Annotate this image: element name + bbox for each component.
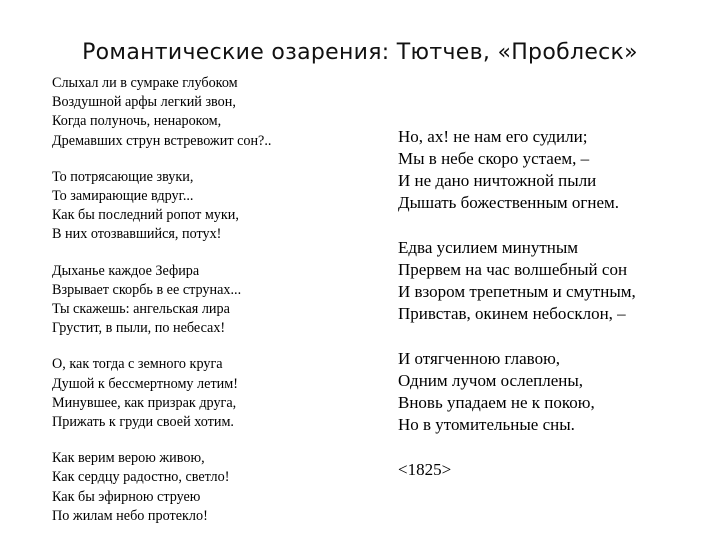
verse-line: То потрясающие звуки, [52, 168, 194, 185]
poem-right-column [398, 126, 698, 481]
verse-line: Дышать божественным огнем. [398, 193, 620, 212]
verse-line: Воздушной арфы легкий звон, [52, 94, 236, 111]
verse-line: Душой к бессмертному летим! [52, 375, 238, 392]
poem-date: <1825> [398, 460, 452, 479]
verse-line: По жилам небо протекло! [52, 507, 208, 524]
verse-line: Привстав, окинем небосклон, – [398, 304, 626, 323]
verse-line: Слыхал ли в сумраке глубоком [52, 75, 238, 91]
stanza-8 [398, 348, 698, 436]
verse-line: И взором трепетным и смутным, [398, 282, 636, 301]
stanza-6 [398, 126, 698, 214]
verse-line: То замирающие вдруг... [52, 188, 194, 205]
slide-title: Романтические озарения: Тютчев, «Проблеск» [82, 40, 638, 65]
verse-line: Одним лучом ослеплены, [398, 371, 584, 390]
verse-line: В них отозвавшийся, потух! [52, 226, 222, 243]
verse-line: И отягченною главою, [398, 349, 561, 368]
stanza-3 [52, 262, 352, 339]
stanza-5 [52, 449, 352, 526]
verse-line: Прервем на час волшебный сон [398, 260, 628, 279]
verse-line: Минувшее, как призрак друга, [52, 394, 237, 411]
stanza-4 [52, 355, 352, 432]
verse-line: Вновь упадаем не к покою, [398, 393, 595, 412]
verse-line: Но в утомительные сны. [398, 415, 575, 434]
verse-line: Когда полуночь, ненароком, [52, 113, 222, 130]
verse-line: Как бы эфирною струею [52, 488, 201, 505]
verse-line: Но, ах! не нам его судили; [398, 127, 588, 146]
stanza-7 [398, 237, 698, 325]
verse-line: Едва усилием минутным [398, 238, 579, 257]
stanza-1 [52, 74, 352, 151]
verse-line: Дремавших струн встревожит сон?.. [52, 132, 272, 149]
verse-line: Как бы последний ропот муки, [52, 207, 239, 224]
verse-line: Прижать к груди своей хотим. [52, 414, 234, 431]
verse-line: Ты скажешь: ангельская лира [52, 301, 230, 318]
verse-line: Грустит, в пыли, по небесах! [52, 320, 226, 337]
verse-line: Как сердцу радостно, светло! [52, 469, 230, 486]
verse-line: И не дано ничтожной пыли [398, 171, 597, 190]
poem-left-column [52, 74, 352, 543]
verse-line: Как верим верою живою, [52, 450, 205, 467]
verse-line: Мы в небе скоро устаем, – [398, 149, 590, 168]
verse-line: Взрывает скорбь в ее струнах... [52, 281, 242, 298]
verse-line: Дыханье каждое Зефира [52, 262, 200, 279]
verse-line: О, как тогда с земного круга [52, 356, 223, 373]
stanza-2 [52, 168, 352, 245]
